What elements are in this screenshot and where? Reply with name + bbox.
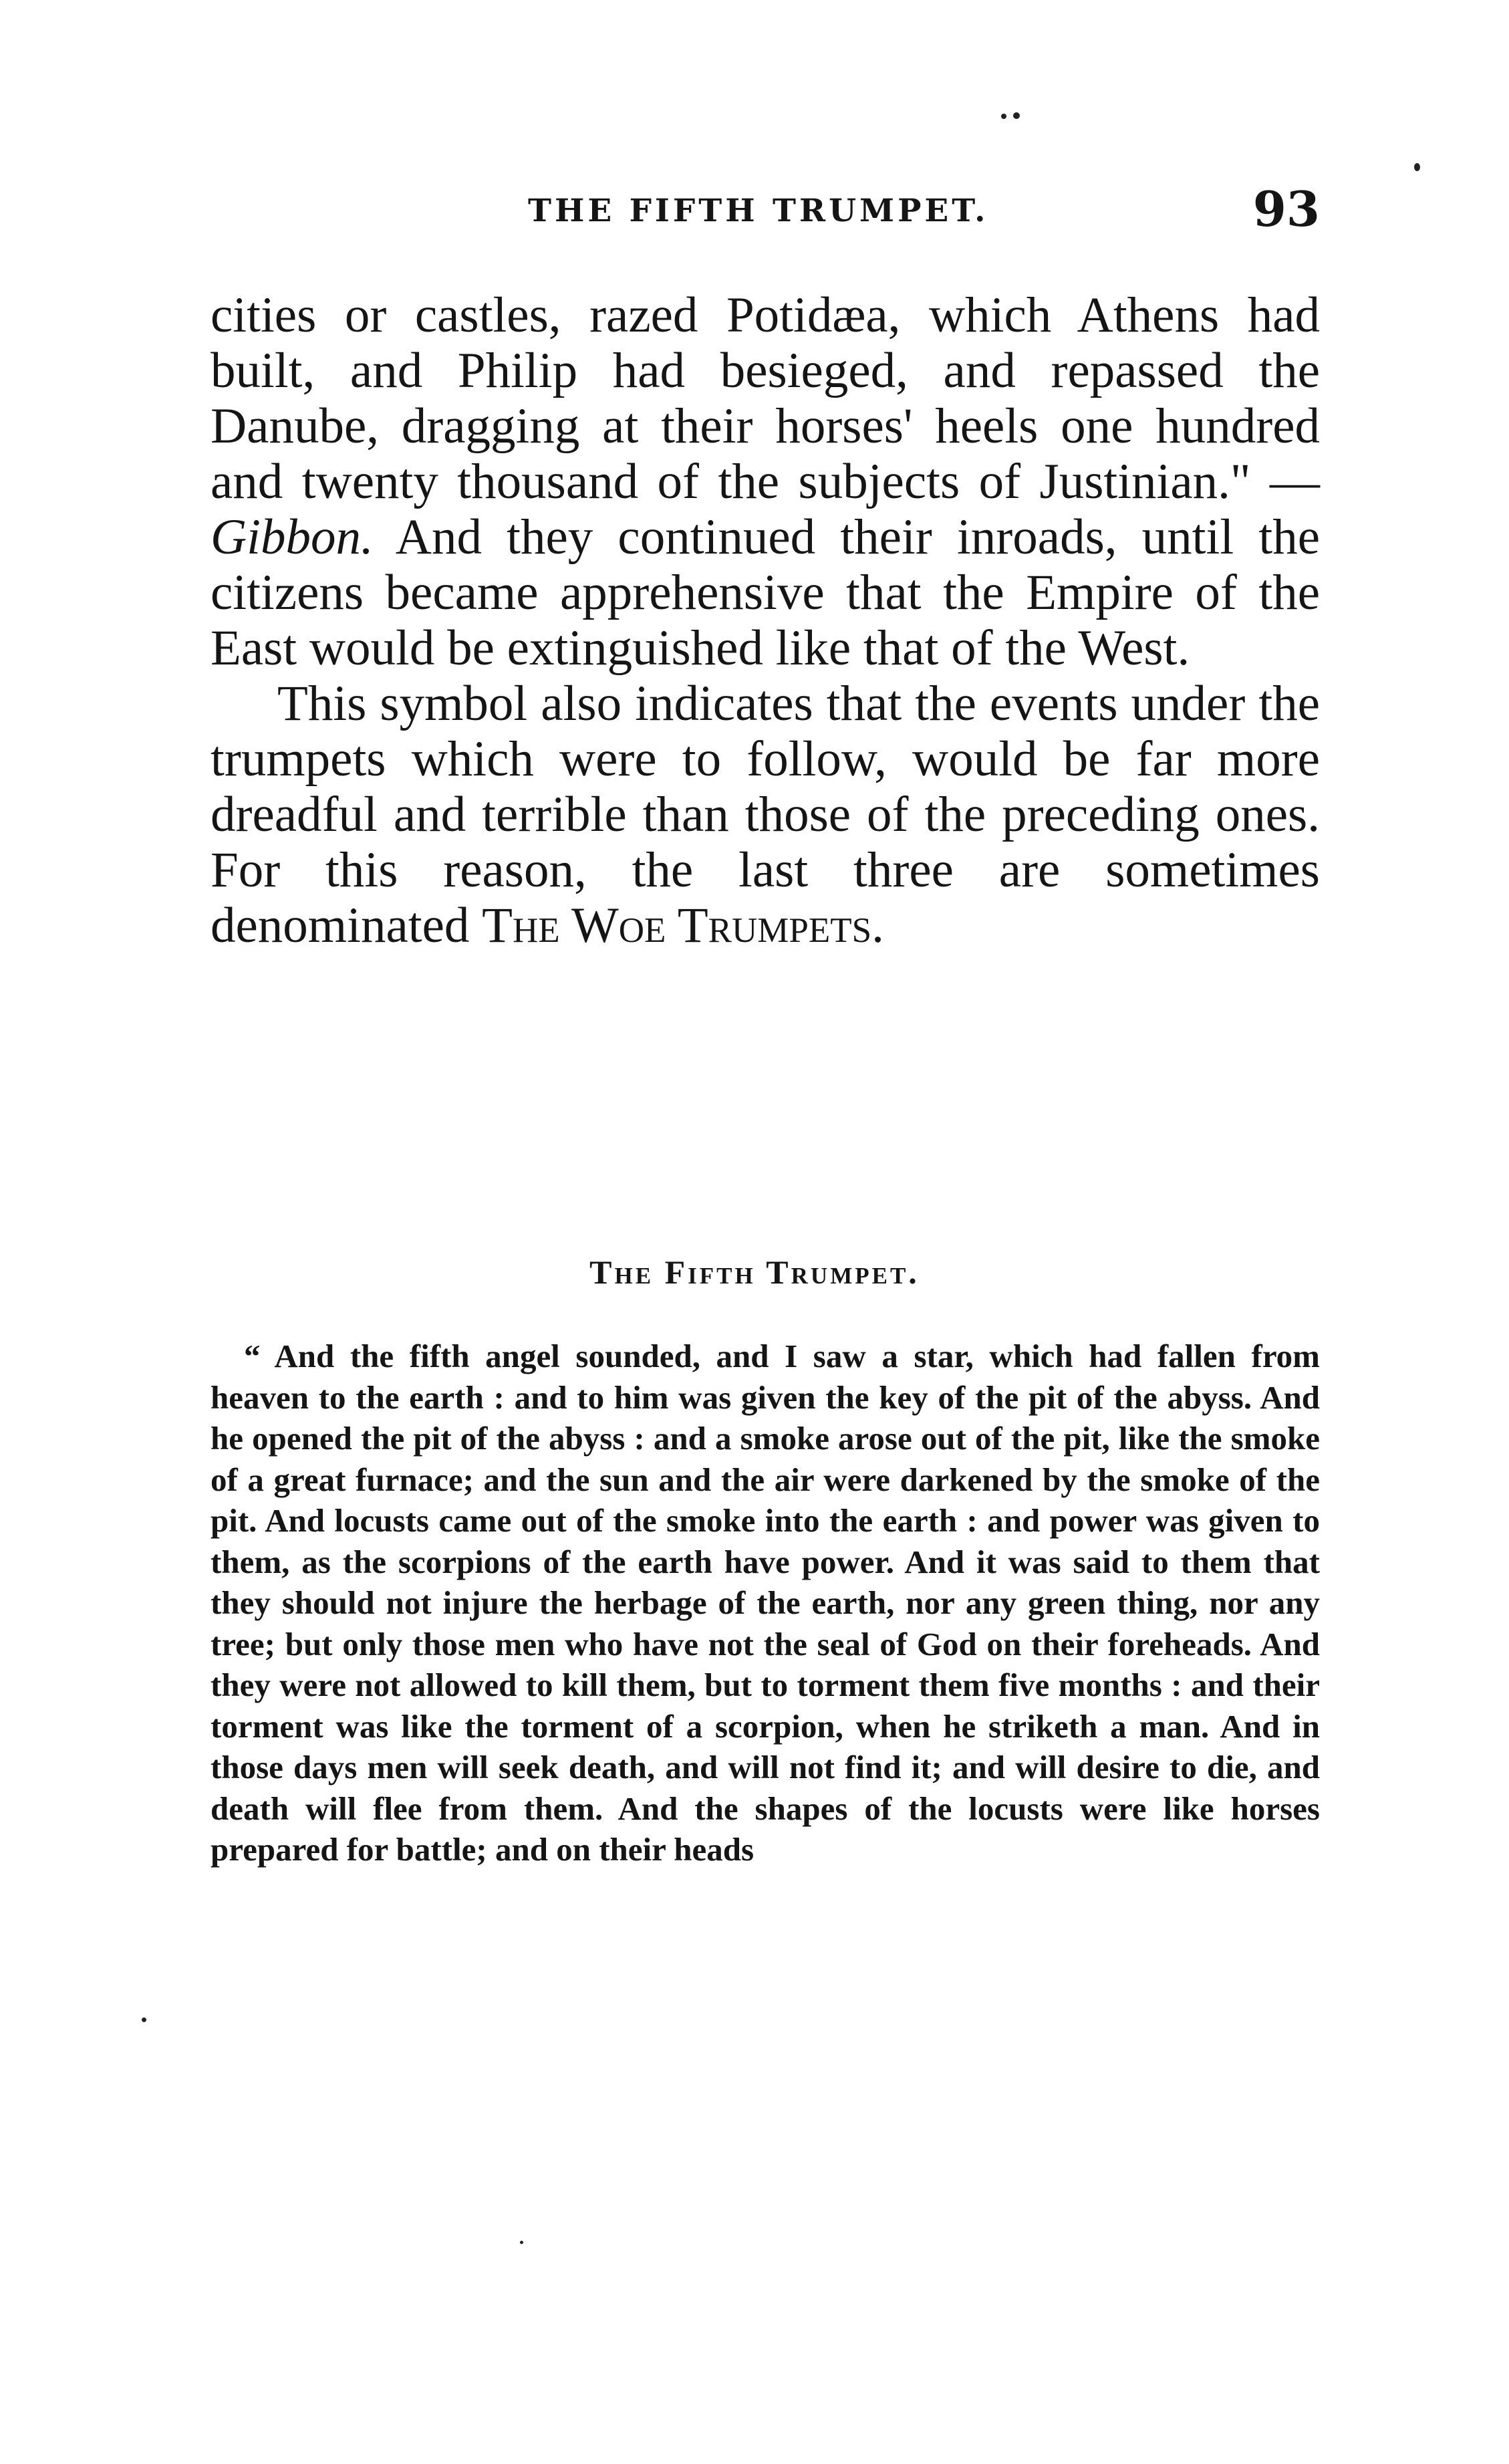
ink-speck: [1414, 163, 1420, 171]
paragraph-text: And they continued their inroads, until the citizens became apprehensive that the Empire of the East would be extinguished like that of the West.: [211, 509, 1320, 676]
paragraph: [211, 676, 1320, 953]
ink-speck: [520, 2241, 523, 2244]
page-header: [211, 180, 1320, 246]
paragraph-text: cities or castles, razed Potidæa, which Athens had built, and Philip had besieged, and repassed the Danube, dragging at their horses' heels one hundred and twenty thousand of the subjects of Justinian." —: [211, 287, 1320, 509]
ink-speck: [1013, 112, 1020, 119]
section-title: The Fifth Trumpet.: [589, 1253, 920, 1291]
running-title: THE FIFTH TRUMPET.: [528, 193, 989, 229]
ink-speck: [142, 2017, 146, 2022]
paragraph: [211, 287, 1320, 676]
small-caps-emphasis: The Woe Trumpets.: [482, 898, 884, 953]
page-number: 93: [1252, 180, 1320, 237]
ink-speck: [1001, 114, 1006, 119]
body-text: [211, 287, 1320, 953]
scripture-quote: “ And the fifth angel sounded, and I saw a star, which had fallen from heaven to the earth : and to him was given the key of the pit of the abyss. And he opened the pit of the abyss : and a smoke arose out of the pit, like the smoke of a great furnace; and the sun and the air were darkened by the smoke of the pit. And locusts came out of the smoke into the earth : and power was given to them, as the scorpions of the earth have power. And it was said to them that they should not injure the herbage of the earth, nor any green thing, nor any tree; but only those men who have not the seal of God on their foreheads. And they were not allowed to kill them, but to torment them five months : and their torment was like the torment of a scorpion, when he striketh a man. And in those days men will seek death, and will not find it; and will desire to die, and death will flee from them. And the shapes of the locusts were like horses prepared for battle; and on their heads: [211, 1338, 1320, 1868]
paragraph-text: This symbol also indicates that the events under the trumpets which were to follow, would be far more dreadful and terrible than those of the preceding ones. For this reason, the last three are sometimes denominated: [211, 676, 1320, 953]
citation: Gibbon.: [211, 509, 374, 565]
